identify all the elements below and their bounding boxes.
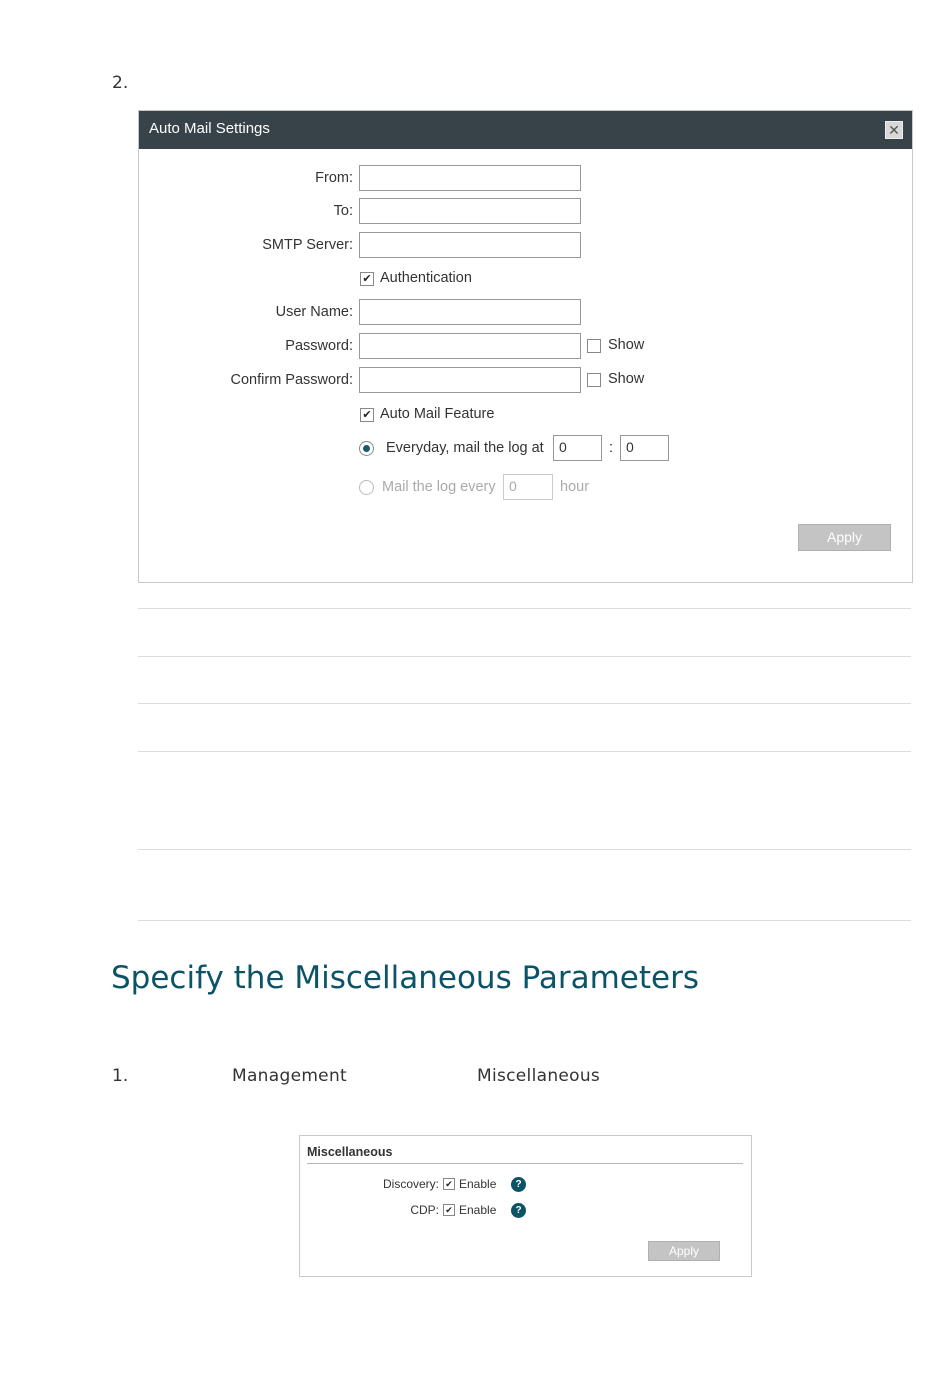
section-heading: Specify the Miscellaneous Parameters <box>111 960 700 996</box>
interval-unit: hour <box>560 479 590 495</box>
from-input[interactable] <box>359 165 581 191</box>
dialog-header <box>139 111 912 149</box>
dialog-title: Auto Mail Settings <box>149 120 270 137</box>
from-label: From: <box>315 170 353 186</box>
time-separator: : <box>609 440 614 456</box>
password-label: Password: <box>285 338 353 354</box>
confirm-password-input[interactable] <box>359 367 581 393</box>
discovery-enable-checkbox[interactable]: ✔ <box>443 1178 455 1190</box>
misc-apply-button[interactable]: Apply <box>648 1241 720 1261</box>
apply-button[interactable]: Apply <box>798 524 891 551</box>
authentication-checkbox[interactable]: ✔ <box>360 272 374 286</box>
smtp-server-input[interactable] <box>359 232 581 258</box>
everyday-label: Everyday, mail the log at <box>386 440 544 456</box>
table-rule <box>138 656 911 657</box>
auto-mail-feature-label: Auto Mail Feature <box>380 406 495 422</box>
step-number: 2. <box>112 73 129 93</box>
everyday-minute-input[interactable]: 0 <box>620 435 669 461</box>
user-name-input[interactable] <box>359 299 581 325</box>
everyday-hour-input[interactable]: 0 <box>553 435 602 461</box>
cdp-label: CDP: <box>410 1203 439 1217</box>
interval-radio[interactable] <box>359 480 374 495</box>
to-label: To: <box>333 203 353 219</box>
discovery-label: Discovery: <box>382 1177 439 1191</box>
smtp-server-label: SMTP Server: <box>262 237 353 253</box>
password-input[interactable] <box>359 333 581 359</box>
help-icon[interactable]: ? <box>511 1203 526 1218</box>
table-rule <box>138 920 911 921</box>
close-icon[interactable]: ✕ <box>885 121 903 139</box>
step-number: 1. <box>112 1066 129 1086</box>
user-name-label: User Name: <box>275 304 353 320</box>
everyday-radio[interactable] <box>359 441 374 456</box>
to-input[interactable] <box>359 198 581 224</box>
authentication-label: Authentication <box>380 270 472 286</box>
password-show-checkbox[interactable] <box>587 339 601 353</box>
interval-input[interactable]: 0 <box>503 474 553 500</box>
password-show-label: Show <box>608 337 645 353</box>
table-rule <box>138 849 911 850</box>
panel-title: Miscellaneous <box>307 1145 393 1159</box>
cdp-enable-label: Enable <box>459 1203 497 1217</box>
discovery-enable-label: Enable <box>459 1177 497 1191</box>
menu-path-management: Management <box>232 1066 347 1086</box>
confirm-password-show-label: Show <box>608 371 645 387</box>
panel-divider <box>307 1163 743 1164</box>
auto-mail-settings-dialog <box>138 110 913 583</box>
table-rule <box>138 703 911 704</box>
confirm-password-show-checkbox[interactable] <box>587 373 601 387</box>
cdp-enable-checkbox[interactable]: ✔ <box>443 1204 455 1216</box>
miscellaneous-panel <box>299 1135 752 1277</box>
help-icon[interactable]: ? <box>511 1177 526 1192</box>
auto-mail-feature-checkbox[interactable]: ✔ <box>360 408 374 422</box>
table-rule <box>138 751 911 752</box>
interval-label: Mail the log every <box>382 479 496 495</box>
menu-path-miscellaneous: Miscellaneous <box>477 1066 601 1086</box>
confirm-password-label: Confirm Password: <box>230 372 353 388</box>
table-rule <box>138 608 911 609</box>
